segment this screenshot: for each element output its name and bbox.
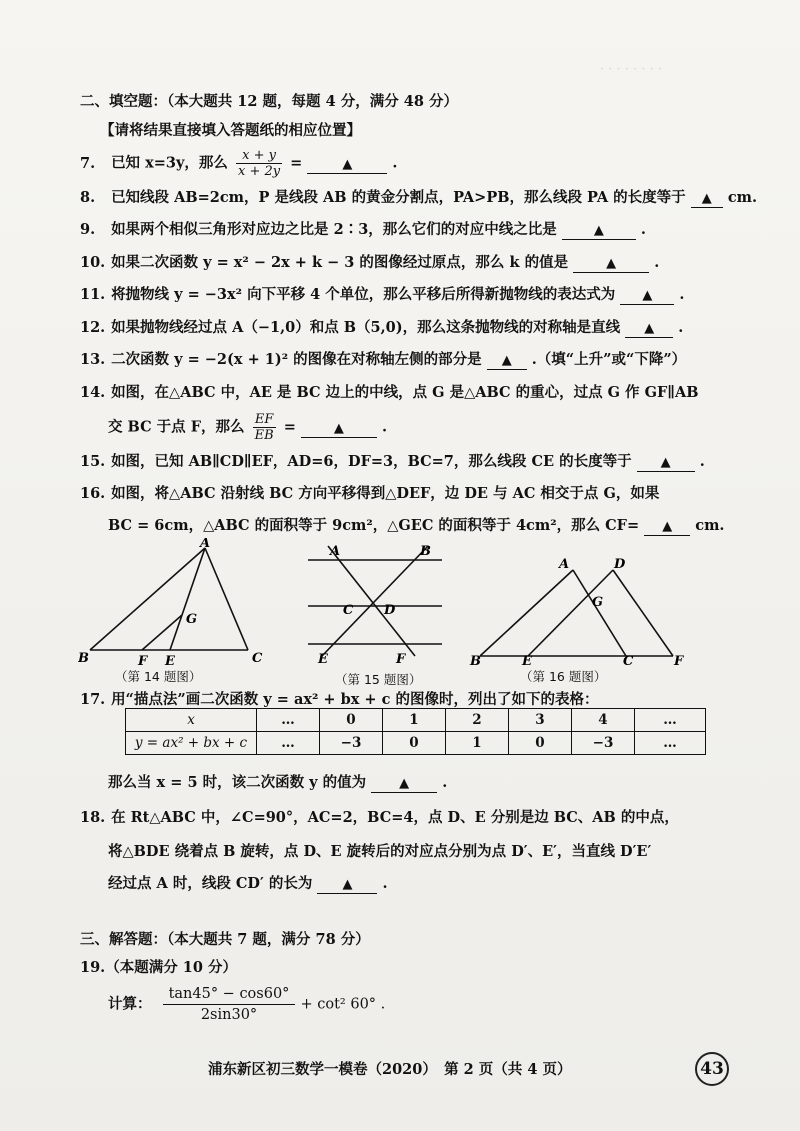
question-end: . [654,254,660,271]
question-text: 已知线段 AB=2cm，P 是线段 AB 的黄金分割点，PA>PB，那么线段 PA 的长度等于 [111,189,686,206]
question-text: 如果抛物线经过点 A（−1,0）和点 B（5,0)，那么这条抛物线的对称轴是直线 [111,319,621,336]
triangle-marker-icon: ▲ [501,353,512,368]
point-label-d: D [384,603,396,618]
triangle-marker-icon: ▲ [662,519,673,534]
table-cell: … [635,732,706,755]
table-cell: −3 [572,732,635,755]
vertex-label-b: B [470,654,481,669]
fraction-denominator: EB [254,428,274,443]
question-number: 12. [80,319,106,336]
question-end: cm. [695,517,725,534]
question-number: 8. [80,189,96,206]
answer-blank [620,287,674,305]
question-number: 17. [80,691,106,708]
table-cell: 0 [509,732,572,755]
answer-blank [301,420,377,438]
point-label-f: F [138,654,148,669]
question-10 [80,253,659,273]
point-label-c: C [343,603,354,618]
vertex-label-b: B [78,651,89,666]
question-text: 如果两个相似三角形对应边之比是 2∶3，那么它们的对应中线之比是 [111,221,557,238]
point-label-g: G [186,612,198,627]
figure-caption: （第 16 题图） [520,669,607,684]
triangle-marker-icon: ▲ [593,223,604,238]
question-text: 已知 x=3y，那么 [111,154,228,172]
table-cell: y = ax² + bx + c [126,732,257,755]
answer-blank [307,156,387,174]
question-text: 二次函数 y = −2(x + 1)² 的图像在对称轴左侧的部分是 [111,351,482,368]
equals-sign: = [283,418,296,436]
answer-blank [371,775,437,793]
question-number: 7. [80,154,96,172]
answer-blank [562,222,636,240]
question-text: 如图，在△ABC 中，AE 是 BC 边上的中线，点 G 是△ABC 的重心，过点 G 作 GF∥AB [111,384,699,401]
figure-15-parallel-lines [300,538,450,670]
table-cell: 1 [446,732,509,755]
fraction-denominator: x + 2y [237,164,281,179]
question-text: 经过点 A 时，线段 CD′ 的长为 [108,875,313,892]
fraction-numerator: x + y [236,148,282,164]
question-number: 13. [80,351,106,368]
question-text: 将抛物线 y = −3x² 向下平移 4 个单位，那么平移后所得新抛物线的表达式为 [111,286,616,303]
point-label-g: G [592,595,604,610]
table-cell: 1 [383,709,446,732]
question-end: . [679,286,685,303]
question-end: . [392,154,398,172]
question-7 [80,148,397,179]
figure-16-translated-triangles [468,556,693,671]
point-label-f: F [396,652,406,667]
answer-blank [317,876,377,894]
question-12 [80,318,683,338]
triangle-marker-icon: ▲ [342,877,353,892]
vertex-label-c: C [623,654,634,669]
vertex-label-a: A [559,557,570,572]
triangle-marker-icon: ▲ [701,191,712,206]
question-16-line-1 [80,484,659,504]
question-text: 在 Rt△ABC 中，∠C=90°，AC=2，BC=4，点 D、E 分别是边 BC、AB 的中点， [111,809,679,826]
question-end: . [382,875,388,892]
triangle-marker-icon: ▲ [606,256,617,271]
table-cell: 3 [509,709,572,732]
question-19-expression [108,984,385,1025]
figure-caption: （第 15 题图） [335,672,422,687]
figure-caption: （第 14 题图） [115,669,202,684]
question-14-line-2 [108,412,387,443]
triangle-marker-icon: ▲ [644,321,655,336]
question-11 [80,285,684,305]
question-number: 10. [80,254,106,271]
question-text: 那么当 x = 5 时，该二次函数 y 的值为 [108,774,367,791]
table-cell: 4 [572,709,635,732]
section-note: 【请将结果直接填入答题纸的相应位置】 [100,122,361,139]
vertex-label-c: C [252,651,263,666]
vertex-label-f: F [674,654,684,669]
question-text: 将△BDE 绕着点 B 旋转，点 D、E 旋转后的对应点分别为点 D′、E′，当直线 D′E′ [108,843,652,860]
point-label-e: E [165,654,175,669]
question-8 [80,188,757,208]
triangle-marker-icon: ▲ [399,776,410,791]
table-cell: 0 [320,709,383,732]
question-end: . [699,453,705,470]
table-row-x [126,709,706,732]
answer-blank [625,320,673,338]
vertex-label-d: D [614,557,626,572]
section-title: 三、解答题：（本大题共 7 题，满分 78 分） [80,931,370,948]
table-cell: … [257,709,320,732]
table-cell: … [257,732,320,755]
question-end: cm. [727,189,758,206]
fraction-denominator: 2sin30° [200,1007,258,1023]
table-row-y [126,732,706,755]
fraction [163,984,296,1025]
question-number: 15. [80,453,106,470]
question-text: 如果二次函数 y = x² − 2x + k − 3 的图像经过原点，那么 k 的值是 [111,254,569,271]
value-table [125,708,706,755]
question-end: . [381,418,388,436]
table-cell: 2 [446,709,509,732]
question-text: 用“描点法”画二次函数 y = ax² + bx + c 的图像时，列出了如下的表格： [111,691,599,708]
point-label-b: B [420,544,431,559]
fraction-numerator: EF [253,412,276,428]
answer-blank [637,454,695,472]
point-label-e: E [318,652,328,667]
question-18-line-2 [108,842,651,862]
page-number-badge: 43 [695,1052,729,1086]
figure-14-triangle [78,538,278,673]
question-number: 18. [80,809,106,826]
expression-tail: + cot² 60° . [300,996,386,1013]
question-18-line-1 [80,808,679,828]
table-cell: … [635,709,706,732]
question-9 [80,220,646,240]
equals-sign: = [290,154,308,172]
question-end: . [678,319,684,336]
triangle-marker-icon: ▲ [333,420,344,436]
question-15 [80,452,705,472]
table-cell: −3 [320,732,383,755]
table-cell: x [126,709,257,732]
answer-blank [691,190,723,208]
vertex-label-e: E [522,654,532,669]
question-text: BC = 6cm，△ABC 的面积等于 9cm²，△GEC 的面积等于 4cm²，那么 CF= [108,517,640,534]
question-14-line-1 [80,383,698,403]
answer-blank [487,352,527,370]
question-17 [80,690,599,710]
triangle-marker-icon: ▲ [342,156,353,172]
question-end: . [442,774,448,791]
calc-label: 计算： [108,995,152,1013]
question-number: 16. [80,485,106,502]
answer-blank [644,518,690,536]
question-text: 如图，将△ABC 沿射线 BC 方向平移得到△DEF，边 DE 与 AC 相交于点 G，如果 [111,485,660,502]
answer-blank [573,255,649,273]
question-16-line-2 [108,516,724,536]
question-number: 9. [80,221,96,238]
triangle-marker-icon: ▲ [660,455,671,470]
table-cell: 0 [383,732,446,755]
question-text: 如图，已知 AB∥CD∥EF，AD=6，DF=3，BC=7，那么线段 CE 的长度等于 [111,453,632,470]
bleed-through-text: · · · · · · · · [600,62,662,77]
question-18-line-3 [108,874,388,894]
vertex-label-a: A [200,538,211,551]
question-17-answer-line [108,773,447,793]
question-text: 交 BC 于点 F，那么 [108,418,245,436]
question-number: 11. [80,286,106,303]
fraction [253,412,276,443]
question-19-title: 19.（本题满分 10 分） [80,959,238,976]
fraction-numerator: tan45° − cos60° [163,984,296,1005]
question-end: .（填“上升”或“下降”） [531,351,687,368]
question-number: 14. [80,384,106,401]
question-end: . [640,221,646,238]
triangle-marker-icon: ▲ [642,288,653,303]
fraction [236,148,282,179]
page-footer: 浦东新区初三数学一模卷（2020） 第 2 页（共 4 页） [208,1061,572,1078]
point-label-a: A [330,544,341,559]
question-13 [80,350,686,370]
section-title: 二、填空题：（本大题共 12 题，每题 4 分，满分 48 分） [80,93,458,110]
